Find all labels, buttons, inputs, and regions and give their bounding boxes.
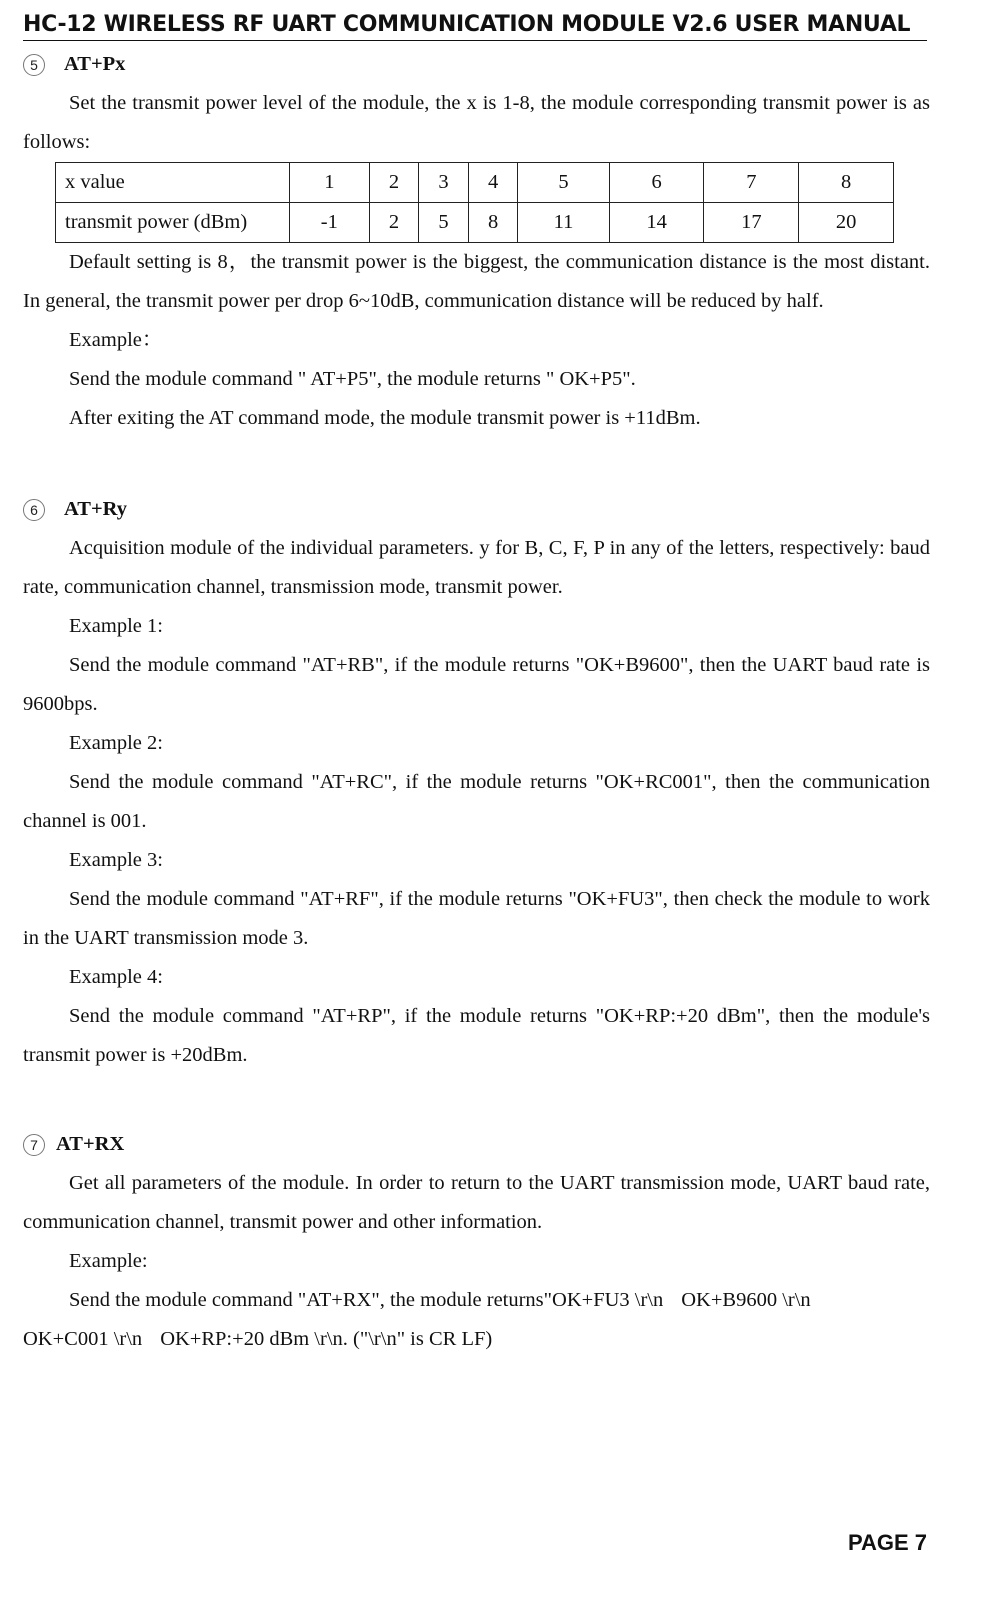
section-number-badge: 5	[23, 54, 45, 76]
paragraph: After exiting the AT command mode, the module transmit power is +11dBm.	[69, 407, 701, 429]
table-cell: 1	[290, 163, 370, 203]
table-row-header: x value	[56, 163, 290, 203]
paragraph: Acquisition module of the individual parameters. y for B, C, F, P in any of the letters, respectively: baud rate, communication channel, transmission mode, transmit power.	[23, 537, 930, 598]
table-cell: 6	[609, 163, 704, 203]
page-number: PAGE 7	[847, 1530, 927, 1555]
example-paragraph	[23, 1281, 930, 1320]
section-command: AT+RX	[56, 1133, 125, 1155]
table-cell: 8	[799, 163, 894, 203]
table-cell: 7	[704, 163, 799, 203]
example-text: Send the module command "AT+RX", the module returns"OK+FU3 \r\n	[69, 1289, 664, 1311]
table-cell: 3	[419, 163, 469, 203]
example-paragraph	[23, 1320, 930, 1359]
table-cell: -1	[290, 203, 370, 243]
paragraph: Example 2:	[69, 732, 163, 754]
transmit-power-table	[55, 162, 894, 243]
paragraph: Send the module command "AT+RC", if the module returns "OK+RC001", then the communication channel is 001.	[23, 771, 930, 832]
section-number-badge: 6	[23, 499, 45, 521]
example-text: OK+C001 \r\n	[23, 1328, 143, 1350]
table-cell: 17	[704, 203, 799, 243]
table-row	[56, 203, 894, 243]
paragraph: Example 3:	[69, 849, 163, 871]
section-number-badge: 7	[23, 1134, 45, 1156]
paragraph: Get all parameters of the module. In order to return to the UART transmission mode, UART baud rate, communication channel, transmit power and other information.	[23, 1172, 930, 1233]
section-6-heading	[23, 490, 930, 529]
table-cell: 14	[609, 203, 704, 243]
table-cell: 2	[369, 163, 419, 203]
example-text: OK+B9600 \r\n	[681, 1289, 811, 1311]
table-cell: 4	[468, 163, 518, 203]
table-row-header: transmit power (dBm)	[56, 203, 290, 243]
table-cell: 20	[799, 203, 894, 243]
example-text: OK+RP:+20 dBm \r\n. ("\r\n" is CR LF)	[160, 1328, 493, 1350]
table-cell: 11	[518, 203, 609, 243]
paragraph: Set the transmit power level of the module, the x is 1-8, the module corresponding transmit power is as follows:	[23, 92, 930, 153]
paragraph: Send the module command " AT+P5", the module returns " OK+P5".	[69, 368, 636, 390]
paragraph: Send the module command "AT+RB", if the module returns "OK+B9600", then the UART baud rate is 9600bps.	[23, 654, 930, 715]
paragraph: Example 1:	[69, 615, 163, 637]
section-command: AT+Px	[64, 53, 126, 75]
page-content	[23, 45, 930, 1359]
section-command: AT+Ry	[64, 498, 127, 520]
table-row	[56, 163, 894, 203]
paragraph: Default setting is 8，the transmit power is the biggest, the communication distance is the most distant. In general, the transmit power per drop 6~10dB, communication distance will be reduced by half.	[23, 251, 930, 312]
page-header-title: HC-12 WIRELESS RF UART COMMUNICATION MODULE V2.6 USER MANUAL	[23, 10, 927, 41]
paragraph: Send the module command "AT+RP", if the module returns "OK+RP:+20 dBm", then the module's transmit power is +20dBm.	[23, 1005, 930, 1066]
paragraph: Send the module command "AT+RF", if the module returns "OK+FU3", then check the module to work in the UART transmission mode 3.	[23, 888, 930, 949]
paragraph: Example:	[69, 1250, 148, 1272]
table-cell: 5	[419, 203, 469, 243]
paragraph: Example：	[69, 329, 163, 351]
section-7-heading	[23, 1125, 930, 1164]
table-cell: 2	[369, 203, 419, 243]
paragraph: Example 4:	[69, 966, 163, 988]
table-cell: 5	[518, 163, 609, 203]
table-cell: 8	[468, 203, 518, 243]
section-5-heading	[23, 45, 930, 84]
